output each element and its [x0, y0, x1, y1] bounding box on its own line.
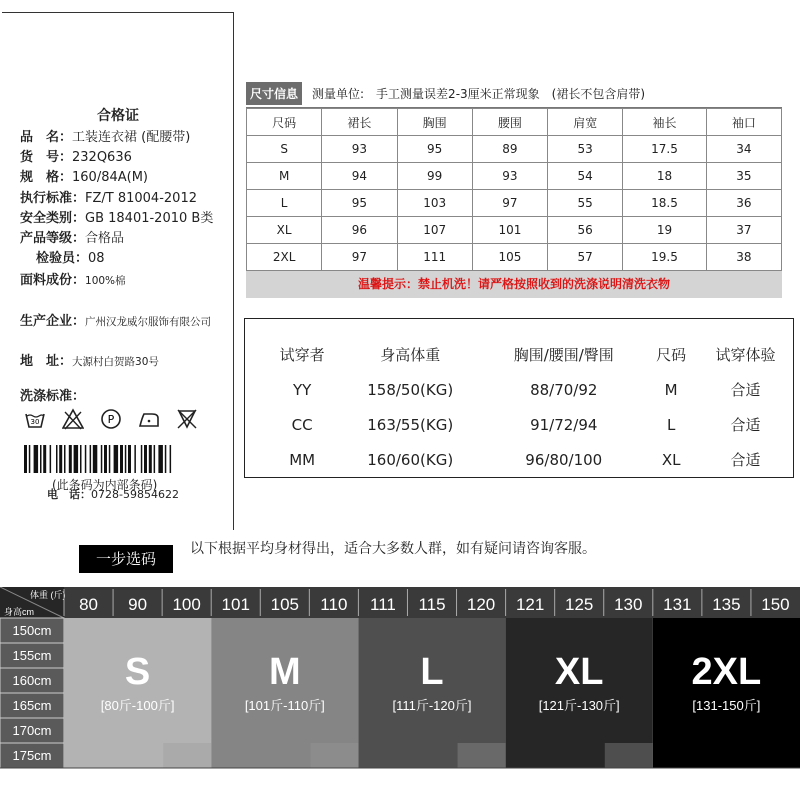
- cert-row-item-no: 货 号：232Q636: [20, 150, 132, 165]
- size-cell: 18: [623, 163, 706, 190]
- size-cell: 36: [706, 190, 781, 217]
- cert-row-address: 地 址：大源村白贺路30号: [20, 354, 159, 369]
- size-table-row: [247, 190, 782, 217]
- cert-row-manufacturer: 生产企业：广州汉龙威尔服饰有限公司: [20, 314, 212, 329]
- weight-tick-label: 150: [761, 595, 790, 614]
- size-cell: XL: [247, 217, 322, 244]
- size-table-row: [247, 244, 782, 271]
- size-cell: 17.5: [623, 136, 706, 163]
- size-col-header: 袖口: [706, 109, 781, 136]
- size-cell: 19.5: [623, 244, 706, 271]
- tryon-row: [265, 407, 795, 442]
- weight-tick-label: 120: [466, 595, 496, 614]
- size-cell: 37: [706, 217, 781, 244]
- height-tick-label: 155cm: [12, 648, 52, 663]
- weight-tick-label: 135: [712, 595, 741, 614]
- tryon-cell: XL: [661, 450, 681, 469]
- hand-wash-icon: [24, 408, 46, 430]
- tryon-cell: YY: [292, 380, 312, 399]
- size-cell: 97: [322, 244, 397, 271]
- tryon-cell: 96/80/100: [525, 450, 603, 469]
- tryon-cell: CC: [291, 415, 313, 434]
- size-table-row: [247, 163, 782, 190]
- weight-tick-label: 125: [565, 595, 594, 614]
- weight-tick-label: 115: [418, 595, 446, 614]
- size-overlap-step: [310, 743, 358, 768]
- step-instruction: 以下根据平均身材得出，适合大多数人群，如有疑问请咨询客服。: [190, 541, 596, 557]
- size-cell: 54: [548, 163, 623, 190]
- size-range-label: [121斤-130斤]: [538, 698, 620, 713]
- size-table-row: [247, 136, 782, 163]
- certificate-label: [2, 12, 234, 530]
- size-label: S: [124, 651, 151, 693]
- no-tumble-dry-icon: [176, 408, 198, 430]
- size-cell: 89: [472, 136, 547, 163]
- size-cell: 94: [322, 163, 397, 190]
- wash-care-icons: [24, 408, 198, 430]
- size-cell: 2XL: [247, 244, 322, 271]
- height-tick-label: 175cm: [12, 748, 52, 763]
- size-range-label: [101斤-110斤]: [244, 698, 325, 713]
- size-cell: 19: [623, 217, 706, 244]
- size-col-header: 裙长: [322, 109, 397, 136]
- size-col-header: 肩宽: [548, 109, 623, 136]
- no-bleach-icon: [62, 408, 84, 430]
- size-label: XL: [554, 651, 604, 693]
- size-cell: 55: [548, 190, 623, 217]
- washing-warning: 温馨提示：禁止机洗！请严格按照收到的洗涤说明清洗衣物: [246, 271, 782, 298]
- size-cell: 93: [472, 163, 547, 190]
- size-col-header: 尺码: [247, 109, 322, 136]
- tryon-cell: 合适: [730, 381, 761, 399]
- tryon-cell: MM: [289, 450, 316, 469]
- size-cell: 53: [548, 136, 623, 163]
- size-table: [246, 108, 782, 271]
- size-cell: 105: [472, 244, 547, 271]
- size-cell: 97: [472, 190, 547, 217]
- barcode-note: (此条码为内部条码): [52, 478, 158, 492]
- weight-tick-label: 121: [515, 595, 545, 614]
- tryon-table: [265, 337, 795, 477]
- tryon-col-header: 胸围/腰围/臀围: [513, 346, 614, 364]
- tryon-cell: L: [666, 415, 676, 434]
- corner-height-label: 身高cm: [4, 607, 34, 617]
- size-cell: 107: [397, 217, 472, 244]
- cert-row-phone: 电 话：0728-59854622: [47, 488, 179, 501]
- size-info-tag: 尺寸信息: [246, 82, 302, 105]
- tryon-cell: 160/60(KG): [367, 450, 454, 469]
- size-overlap-step: [458, 743, 506, 768]
- iron-icon: [138, 408, 160, 430]
- size-overlap-step: [605, 743, 653, 768]
- size-cell: S: [247, 136, 322, 163]
- size-cell: 96: [322, 217, 397, 244]
- size-info-header: [246, 80, 782, 108]
- tryon-row: [265, 372, 795, 407]
- size-col-header: 胸围: [397, 109, 472, 136]
- size-table-header-row: [247, 109, 782, 136]
- size-table-row: [247, 217, 782, 244]
- corner-weight-label: 体重 (斤): [30, 590, 66, 600]
- tryon-cell: 合适: [730, 451, 761, 469]
- height-tick-label: 160cm: [12, 673, 52, 688]
- height-tick-label: 170cm: [12, 723, 52, 738]
- tryon-cell: 合适: [730, 416, 761, 434]
- cert-row-standard: 执行标准：FZ/T 81004-2012: [20, 191, 197, 206]
- svg-text:P: P: [107, 413, 115, 426]
- weight-tick-label: 105: [270, 595, 299, 614]
- size-cell: 34: [706, 136, 781, 163]
- size-cell: 111: [397, 244, 472, 271]
- weight-tick-label: 80: [79, 595, 98, 614]
- tryon-section: [244, 318, 794, 478]
- weight-tick-label: 110: [320, 595, 348, 614]
- size-block-2xl: [653, 618, 800, 768]
- weight-tick-label: 100: [172, 595, 201, 614]
- size-cell: 35: [706, 163, 781, 190]
- size-cell: 93: [322, 136, 397, 163]
- size-cell: 99: [397, 163, 472, 190]
- tryon-cell: 88/70/92: [530, 380, 598, 399]
- tryon-cell: 91/72/94: [530, 415, 598, 434]
- weight-tick-label: 131: [663, 595, 692, 614]
- tryon-col-header: 试穿体验: [715, 346, 776, 364]
- weight-tick-label: 90: [128, 595, 148, 614]
- cert-row-safety: 安全类别：GB 18401-2010 B类: [20, 211, 214, 226]
- size-col-header: 腰围: [472, 109, 547, 136]
- weight-tick-label: 101: [221, 595, 250, 614]
- size-cell: 57: [548, 244, 623, 271]
- tryon-col-header: 试穿者: [279, 346, 325, 364]
- barcode: [24, 445, 220, 473]
- cert-row-grade: 产品等级：合格品: [20, 231, 125, 246]
- size-label: 2XL: [691, 651, 762, 693]
- size-cell: 18.5: [623, 190, 706, 217]
- height-tick-label: 165cm: [12, 698, 52, 713]
- size-cell: L: [247, 190, 322, 217]
- size-range-label: [111斤-120斤]: [392, 698, 472, 713]
- tryon-col-header: 身高体重: [380, 346, 441, 364]
- size-cell: 95: [397, 136, 472, 163]
- wash-standard-label: 洗涤标准：: [20, 389, 86, 404]
- tryon-cell: 163/55(KG): [367, 415, 454, 434]
- size-range-label: [131-150斤]: [692, 698, 761, 713]
- tryon-cell: M: [664, 380, 678, 399]
- size-selection-chart: [0, 587, 800, 773]
- size-label: M: [268, 651, 301, 693]
- tryon-col-header: 尺码: [656, 346, 687, 364]
- size-cell: M: [247, 163, 322, 190]
- cert-row-inspector: 检验员：08: [36, 251, 105, 266]
- cert-row-spec: 规 格：160/84A(M): [20, 170, 149, 185]
- height-tick-label: 150cm: [12, 623, 52, 638]
- tryon-cell: 158/50(KG): [367, 380, 454, 399]
- tryon-row: [265, 442, 795, 477]
- cert-row-fabric: 面料成份：100%棉: [20, 273, 126, 288]
- dry-clean-icon: [100, 408, 122, 430]
- certificate-title: 合格证: [97, 108, 139, 124]
- size-range-label: [80斤-100斤]: [100, 698, 175, 713]
- step-select-badge: 一步选码: [79, 545, 173, 573]
- size-info-note: 测量单位: 手工测量误差2-3厘米正常现象 (裙长不包含肩带): [312, 87, 646, 101]
- svg-text:30: 30: [30, 418, 40, 426]
- size-cell: 56: [548, 217, 623, 244]
- size-cell: 103: [397, 190, 472, 217]
- size-overlap-step: [163, 743, 211, 768]
- size-col-header: 袖长: [623, 109, 706, 136]
- size-info-section: [246, 80, 782, 298]
- weight-tick-label: 111: [370, 595, 396, 614]
- size-cell: 38: [706, 244, 781, 271]
- cert-row-product-name: 品 名：工装连衣裙 (配腰带): [20, 130, 191, 145]
- tryon-header-row: [265, 337, 795, 372]
- size-cell: 95: [322, 190, 397, 217]
- weight-tick-label: 130: [614, 595, 643, 614]
- size-cell: 101: [472, 217, 547, 244]
- size-label: L: [420, 651, 444, 693]
